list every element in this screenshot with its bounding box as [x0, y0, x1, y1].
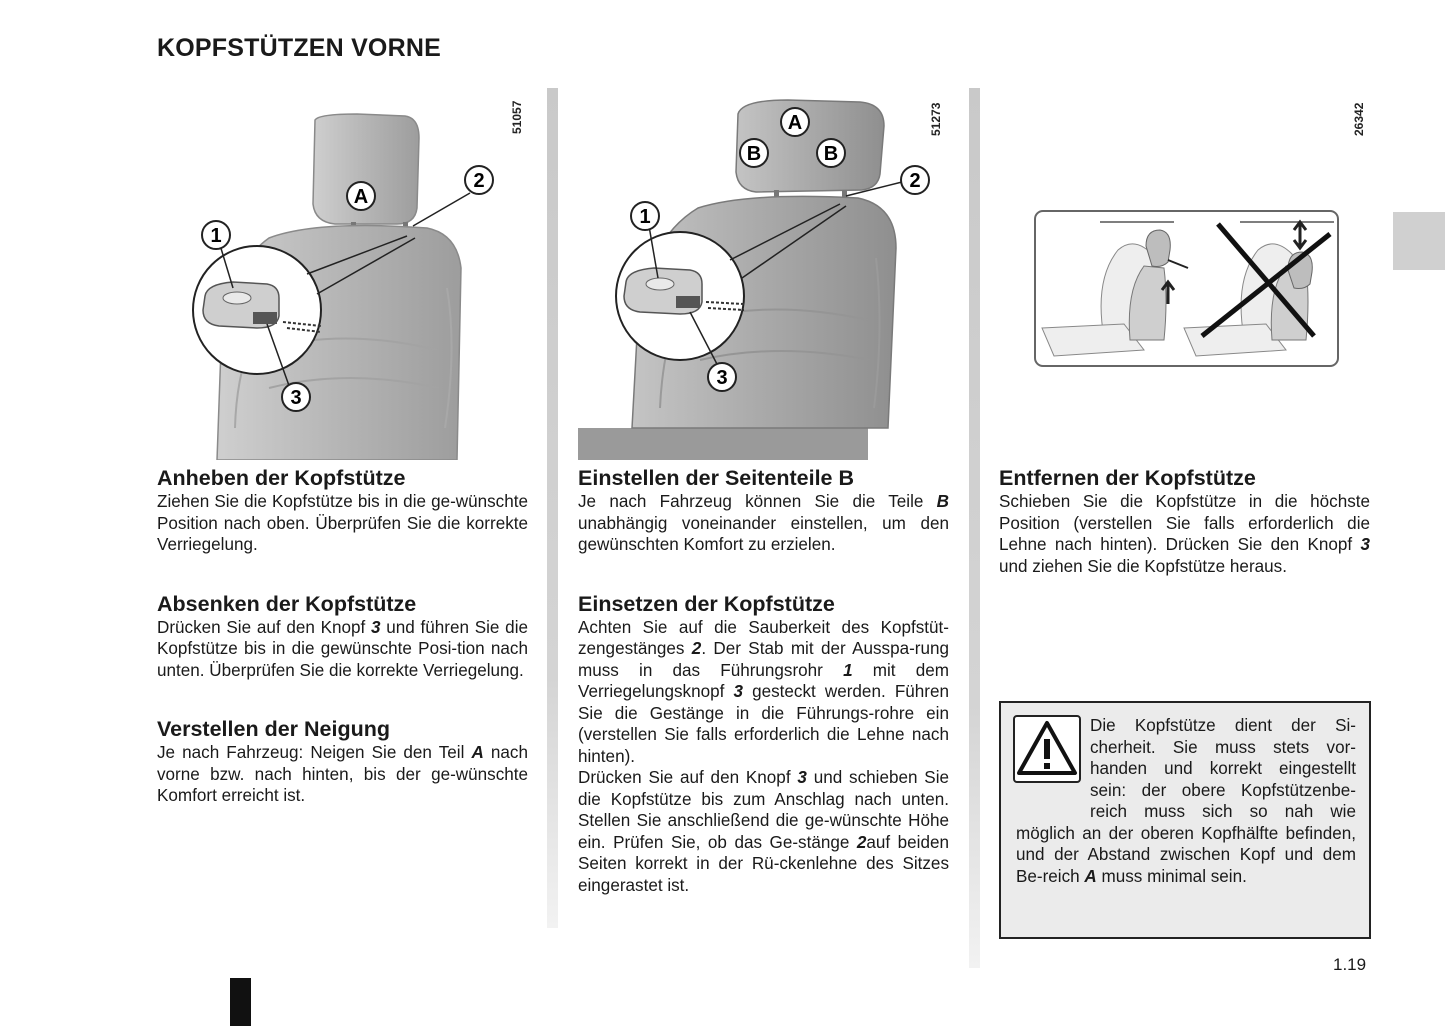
svg-text:2: 2 — [909, 170, 921, 192]
callout-2 — [901, 166, 929, 194]
svg-text:A: A — [787, 112, 803, 134]
callout-3 — [282, 383, 310, 411]
figure-raise-headrest — [157, 88, 535, 460]
column-right — [999, 466, 1370, 577]
text-raise: Ziehen Sie die Kopfstütze bis in die ge-wünschte Position nach oben. Überprüfen Sie die korrekte Verriegelung. — [157, 492, 528, 554]
text-insert-2: Drücken Sie auf den Knopf 3 und schieben Sie die Kopfstütze bis zum Anschlag nach unten. Stellen Sie anschließend die ge-wünschte Höhe ein. Prüfen Sie, ob das Ge-stänge 2auf beiden Seiten korrekt in der Rü-ckenlehne des Sitzes eingerastet ist. — [578, 768, 950, 895]
svg-text:3: 3 — [290, 387, 302, 409]
text-remove: Schieben Sie die Kopfstütze in die höchste Position (verstellen Sie falls erforderlich die Lehne nach hinten). Drücken Sie den Knopf 3 und ziehen Sie die Kopfstütze heraus. — [999, 492, 1370, 576]
heading-tilt: Verstellen der Neigung — [157, 717, 390, 741]
figure-number: 51273 — [929, 102, 943, 136]
heading-remove: Entfernen der Kopfstütze — [999, 466, 1256, 490]
callout-a — [781, 108, 809, 136]
callout-2 — [465, 166, 493, 194]
figure-side-parts — [578, 88, 950, 460]
column-divider-left — [547, 88, 558, 928]
column-divider-right — [969, 88, 980, 968]
figure-number: 51057 — [510, 100, 524, 134]
heading-raise: Anheben der Kopfstütze — [157, 466, 406, 490]
page-number: 1.19 — [1333, 955, 1367, 974]
text-tilt: Je nach Fahrzeug: Neigen Sie den Teil A nach vorne bzw. nach hinten, bis der ge-wünschte Komfort erreicht ist. — [157, 743, 528, 805]
callout-1 — [631, 202, 659, 230]
svg-text:1: 1 — [639, 206, 651, 228]
svg-text:1: 1 — [210, 225, 222, 247]
page-title: KOPFSTÜTZEN VORNE — [157, 34, 441, 62]
callout-b-right — [817, 139, 845, 167]
heading-side-parts: Einstellen der Seitenteile B — [578, 466, 855, 490]
svg-text:2: 2 — [473, 170, 485, 192]
callout-1 — [202, 221, 230, 249]
callout-3 — [708, 363, 736, 391]
figure-headrest-position — [1000, 88, 1390, 378]
text-lower: Drücken Sie auf den Knopf 3 und führen Sie die Kopfstütze bis in die gewünschte Posi-tion nach unten. Überprüfen Sie die korrekte Verriegelung. — [157, 617, 528, 680]
svg-text:B: B — [746, 143, 762, 165]
callout-a — [347, 182, 375, 210]
svg-text:A: A — [353, 186, 369, 208]
svg-text:B: B — [823, 143, 839, 165]
heading-lower: Absenken der Kopfstütze — [157, 591, 417, 616]
text-side-parts: Je nach Fahrzeug können Sie die Teile B unabhängig voneinander einstellen, um den gewünschten Komfort zu erzielen. — [578, 492, 949, 554]
callout-b-left — [740, 139, 768, 167]
svg-text:3: 3 — [716, 367, 728, 389]
warning-triangle-icon — [1013, 715, 1081, 783]
column-middle — [578, 466, 949, 896]
warning-text: Die Kopfstütze dient der Si-cherheit. Sie muss stets vor-handen und korrekt eingestellt sein: der obere Kopfstützenbe-reich muss sich so nah wie möglich an der oberen Kopfhälfte befinden, und der Abstand zwischen Kopf und dem Be-reich A muss minimal sein. — [1016, 716, 1356, 886]
column-left — [157, 466, 528, 807]
warning-box — [999, 701, 1371, 939]
figure-number: 26342 — [1352, 102, 1366, 136]
heading-insert: Einsetzen der Kopfstütze — [578, 591, 835, 616]
chapter-tab — [1393, 212, 1445, 270]
headrest-position-diagram — [1034, 210, 1340, 368]
thumb-index-bar — [230, 978, 251, 1026]
text-insert-1: Achten Sie auf die Sauberkeit des Kopfstüt-zengestänges 2. Der Stab mit der Ausspa-rung muss in das Führungsrohr 1 mit dem Verriegelungsknopf 3 gesteckt werden. Führen Sie die Gestänge in die Führungs-rohre ein (verstellen Sie falls erforderlich die Lehne nach hinten). — [578, 617, 949, 766]
